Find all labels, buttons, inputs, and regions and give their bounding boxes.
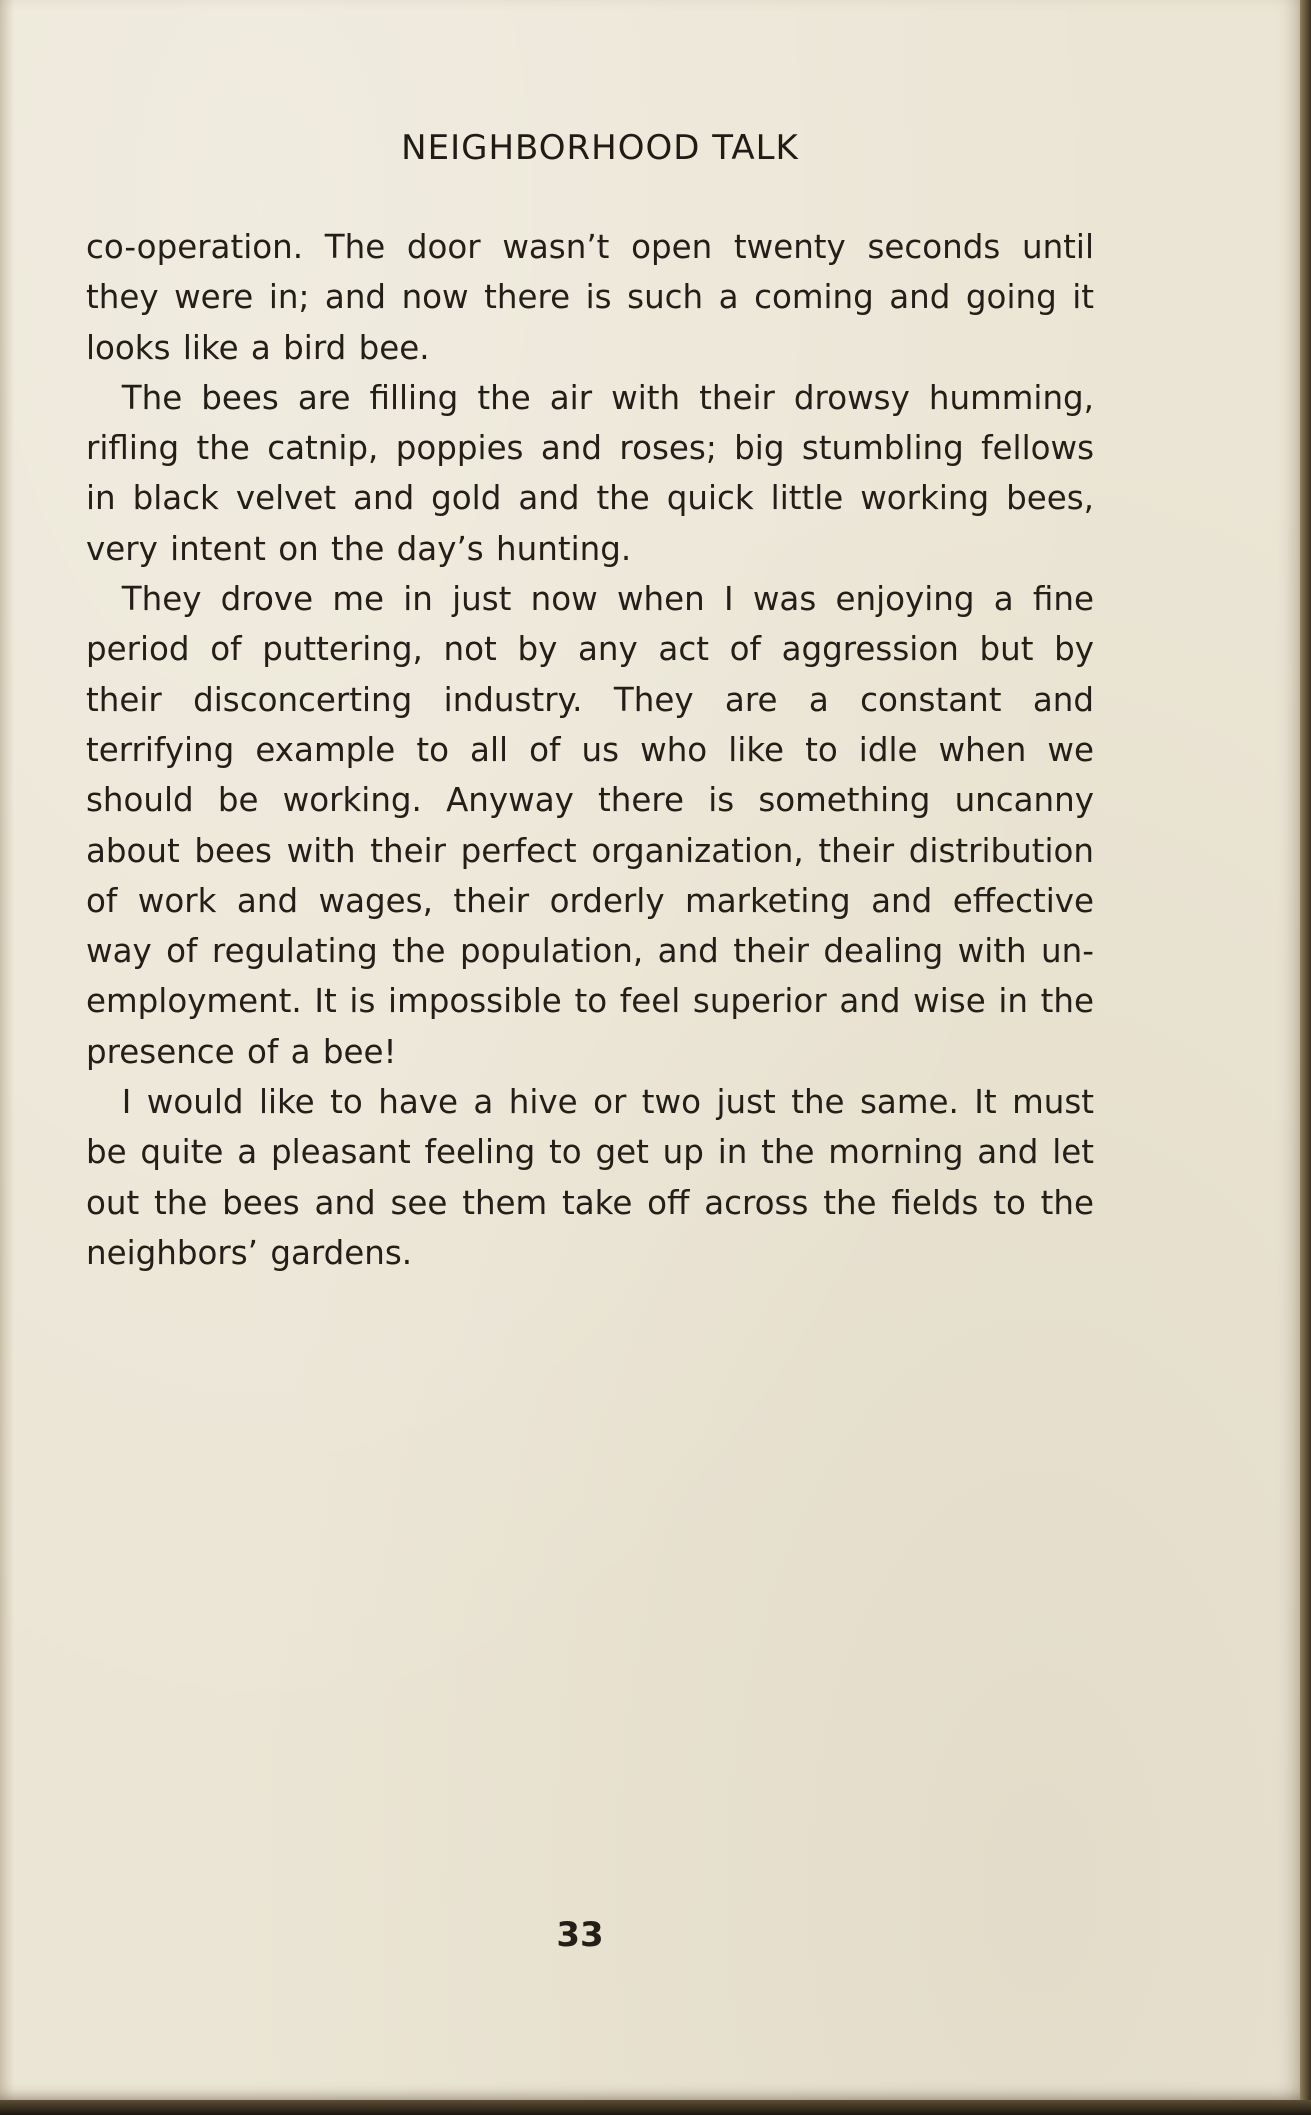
page-edge-right (1300, 0, 1311, 2115)
paragraph: The bees are filling the air with their drowsy humming, rifling the catnip, poppies and roses; big stumbling fellows in black velvet and gold and the quick little working bees, very intent on the day’s hunting. (86, 378, 1094, 568)
paragraph: They drove me in just now when I was enjoying a fine period of puttering, not by any act of aggression but by their disconcerting industry. They are a constant and terrifying example to all of us who like to idle when we should be working. Anyway there is something uncanny about bees with their perfect organization, their distribution of work and wages, their orderly marketing and effective way of regulating the population, and their dealing with unemployment. It is impossible to feel superior and wise in the presence of a bee! (86, 580, 1094, 1071)
running-head: NEIGHBORHOOD TALK (401, 128, 799, 168)
paragraph: I would like to have a hive or two just the same. It must be quite a pleasant feeling to get up in the morning and let out the bees and see them take off across the fields to the neighbors’ gardens. (86, 1083, 1094, 1272)
paragraph-continuation: co-operation. The door wasn’t open twenty seconds until they were in; and now there is such a coming and going it looks like a bird bee. (86, 228, 1094, 367)
body-text (86, 222, 1094, 1278)
page-edge-bottom (0, 2100, 1311, 2115)
page-number: 33 (556, 1915, 604, 1955)
spine-shadow (0, 0, 14, 2100)
